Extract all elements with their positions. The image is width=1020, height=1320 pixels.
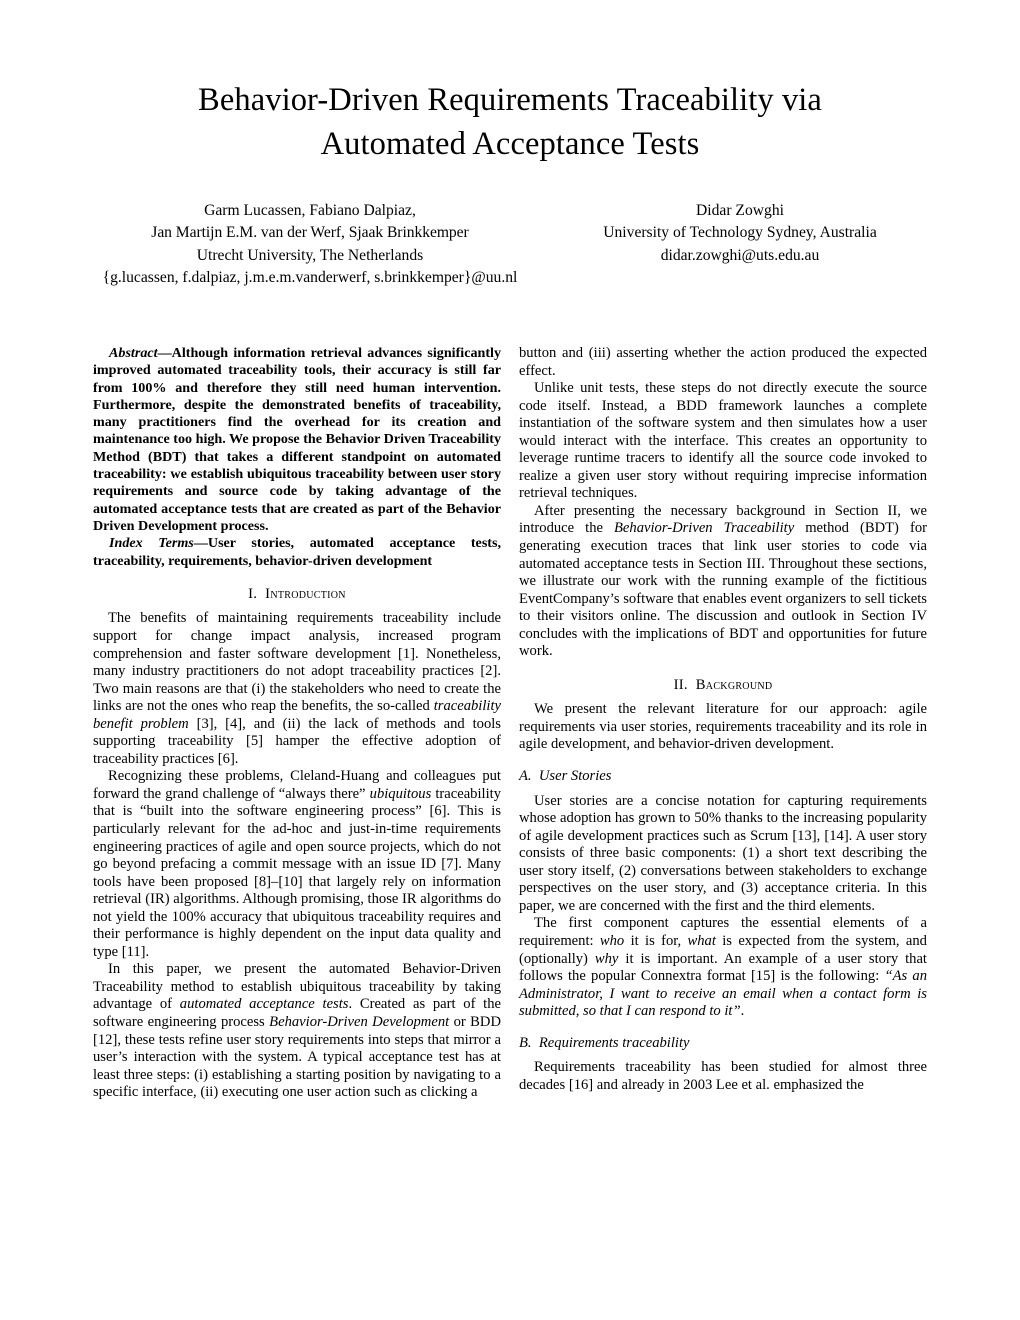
index-terms-label: Index Terms bbox=[109, 535, 194, 552]
emphasis-behavior-driven-traceability: Behavior-Driven Traceability bbox=[614, 520, 795, 537]
section-numeral: I. bbox=[248, 585, 258, 602]
index-terms-body: User stories, automated acceptance tests, traceability, requirements, behavior-driven development bbox=[93, 535, 502, 569]
index-terms-dash: — bbox=[193, 535, 208, 552]
emphasis-who: who bbox=[599, 932, 625, 949]
body-columns bbox=[0, 345, 1020, 1102]
section-title: Background bbox=[695, 676, 773, 693]
text-run: We present the relevant literature for our approach: agile requirements via user stories, requirements traceability and its role in agile development, and behavior-driven development. bbox=[519, 701, 927, 753]
subsection-label: A. bbox=[519, 768, 532, 785]
text-run: After presenting the necessary background in Section II, we introduce the bbox=[519, 502, 927, 537]
subsection-heading-user-stories bbox=[519, 768, 927, 786]
section-heading-background bbox=[519, 677, 927, 695]
author-affiliation: Utrecht University, The Netherlands bbox=[196, 246, 424, 264]
user-stories-paragraph-2 bbox=[519, 915, 927, 1020]
subsection-title: User Stories bbox=[538, 768, 612, 785]
text-run: The benefits of maintaining requirements traceability include support for change impact analysis, increased program comprehension and faster software development [1]. Nonetheless, many industry practitioners do not adopt traceability practices [2]. Two main reasons are that (i) the stakeholders who need to create the links are not the ones who reap the benefits, the so-called bbox=[93, 610, 501, 715]
text-run: it is important. An example of a user story that follows the popular Connextra format [15] is the following: bbox=[519, 950, 927, 985]
emphasis-ubiquitous: ubiquitous bbox=[369, 785, 432, 802]
abstract-dash: — bbox=[157, 345, 172, 361]
intro-paragraph-2 bbox=[93, 768, 501, 961]
text-run: or BDD [12], these tests refine user story requirements into steps that mirror a user’s interaction with the system. A typical acceptance test has at least three steps: (i) establishing a starting position by navigating to a specific interface, (ii) executing one user action such as clicking a bbox=[93, 1013, 501, 1101]
text-run: The first component captures the essential elements of a requirement: bbox=[519, 915, 927, 949]
author-email: didar.zowghi@uts.edu.au bbox=[660, 246, 820, 264]
intro-paragraph-3-continued bbox=[519, 345, 927, 380]
text-run: button and (iii) asserting whether the action produced the expected effect. bbox=[519, 345, 927, 379]
user-story-example-quote: “As an Administrator, I want to receive an email when a contact form is submitted, so that I can respond to it” bbox=[519, 968, 928, 1020]
abstract-paragraph bbox=[93, 345, 501, 535]
text-run: Requirements traceability has been studied for almost three decades [16] and already in 2003 Lee et al. emphasized the bbox=[519, 1059, 927, 1093]
title-block bbox=[0, 0, 1020, 166]
text-run: In this paper, we present the automated Behavior-Driven Traceability method to establish ubiquitous traceability by taking advantage of bbox=[93, 961, 501, 1013]
text-run: it is for, bbox=[624, 932, 688, 949]
background-paragraph-1 bbox=[519, 701, 927, 754]
text-run: traceability that is “built into the software engineering process” [6]. This is particularly relevant for the ad-hoc and just-in-time requirements engineering practices of agile and open source projects, which do not go beyond prefacing a commit message with an issue ID [7]. Many tools have been proposed [8]–[10] that largely rely on information retrieval (IR) algorithms. Although promising, those IR algorithms do not yield the 100% accuracy that ubiquitous traceability requires and their performance is highly dependent on the input data quality and type [11]. bbox=[93, 785, 501, 960]
abstract-label: Abstract bbox=[109, 345, 158, 361]
text-run: [3], [4], and (ii) the lack of methods and tools supporting traceability [5] hamper the effective adoption of traceability practices [6]. bbox=[93, 715, 501, 767]
author-group-uts bbox=[540, 200, 940, 267]
text-run: Unlike unit tests, these steps do not directly execute the source code itself. Instead, a BDD framework launches a complete instantiation of the software system and then simulates how a user would interact with the interface. This creates an opportunity to leverage runtime tracers to identify all the source code invoked to realize a given user story without requiring imprecise information retrieval techniques. bbox=[519, 380, 927, 502]
author-block bbox=[0, 200, 1020, 290]
text-run: . bbox=[740, 1003, 745, 1020]
subsection-label: B. bbox=[519, 1034, 532, 1051]
intro-paragraph-3 bbox=[93, 961, 501, 1101]
author-affiliation: University of Technology Sydney, Australia bbox=[603, 224, 877, 242]
user-stories-paragraph-1 bbox=[519, 793, 927, 916]
page-title bbox=[90, 78, 930, 166]
title-line-2: Automated Acceptance Tests bbox=[320, 126, 700, 162]
column-left bbox=[93, 345, 501, 1102]
emphasis-why: why bbox=[594, 950, 619, 967]
emphasis-what: what bbox=[687, 932, 716, 949]
author-emails: {g.lucassen, f.dalpiaz, j.m.e.m.vanderwerf, s.brinkkemper}@uu.nl bbox=[102, 269, 518, 287]
author-name: Didar Zowghi bbox=[696, 202, 784, 219]
text-run: . Created as part of the software engineering process bbox=[93, 996, 502, 1030]
section-numeral: II. bbox=[673, 676, 688, 693]
emphasis-automated-acceptance-tests: automated acceptance tests bbox=[179, 996, 349, 1013]
author-names-line-1: Garm Lucassen, Fabiano Dalpiaz, bbox=[204, 202, 416, 219]
emphasis-behavior-driven-development: Behavior-Driven Development bbox=[269, 1013, 450, 1030]
abstract-body: Although information retrieval advances significantly improved automated traceability tools, their accuracy is still far from 100% and therefore they still need human intervention. Furthermore, despite the demonstrated benefits of traceability, many practitioners find the overhead for its creation and maintenance too high. We propose the Behavior Driven Traceability Method (BDT) that takes a different standpoint on automated traceability: we establish ubiquitous traceability between user story requirements and source code by taking advantage of the automated acceptance tests that are created as part of the Behavior Driven Development process. bbox=[93, 345, 501, 534]
section-heading-introduction bbox=[93, 586, 501, 604]
text-run: Recognizing these problems, Cleland-Huang and colleagues put forward the grand challenge of “always there” bbox=[93, 768, 501, 802]
subsection-heading-requirements-traceability bbox=[519, 1035, 927, 1053]
intro-paragraph-4 bbox=[519, 380, 927, 503]
text-run: User stories are a concise notation for capturing requirements whose adoption has grown to 50% thanks to the increasing popularity of agile development practices such as Scrum [13], [14]. A user story consists of three basic components: (1) a short text describing the user story itself, (2) conversations between stakeholders to exchange perspectives on the user story, and (3) acceptance criteria. In this paper, we are concerned with the first and the third elements. bbox=[519, 792, 927, 914]
author-group-utrecht bbox=[80, 200, 540, 290]
title-line-1: Behavior-Driven Requirements Traceability via bbox=[198, 82, 822, 118]
requirements-traceability-paragraph-1 bbox=[519, 1059, 927, 1094]
text-run: method (BDT) for generating execution traces that link user stories to code via automated acceptance tests in Section III. Throughout these sections, we illustrate our work with the running example of the fictitious EventCompany’s software that enables event organizers to sell tickets to their visitors online. The discussion and outlook in Section IV concludes with the implications of BDT and opportunities for future work. bbox=[519, 520, 927, 660]
author-names-line-2: Jan Martijn E.M. van der Werf, Sjaak Brinkkemper bbox=[151, 224, 469, 242]
text-run: is expected from the system, and (optionally) bbox=[519, 932, 927, 967]
column-right bbox=[519, 345, 927, 1102]
intro-paragraph-1 bbox=[93, 610, 501, 768]
index-terms-paragraph bbox=[93, 535, 501, 570]
section-title: Introduction bbox=[265, 585, 346, 602]
intro-paragraph-5 bbox=[519, 503, 927, 661]
subsection-title: Requirements traceability bbox=[538, 1034, 690, 1051]
emphasis-traceability-benefit-problem: traceability benefit problem bbox=[93, 698, 501, 732]
